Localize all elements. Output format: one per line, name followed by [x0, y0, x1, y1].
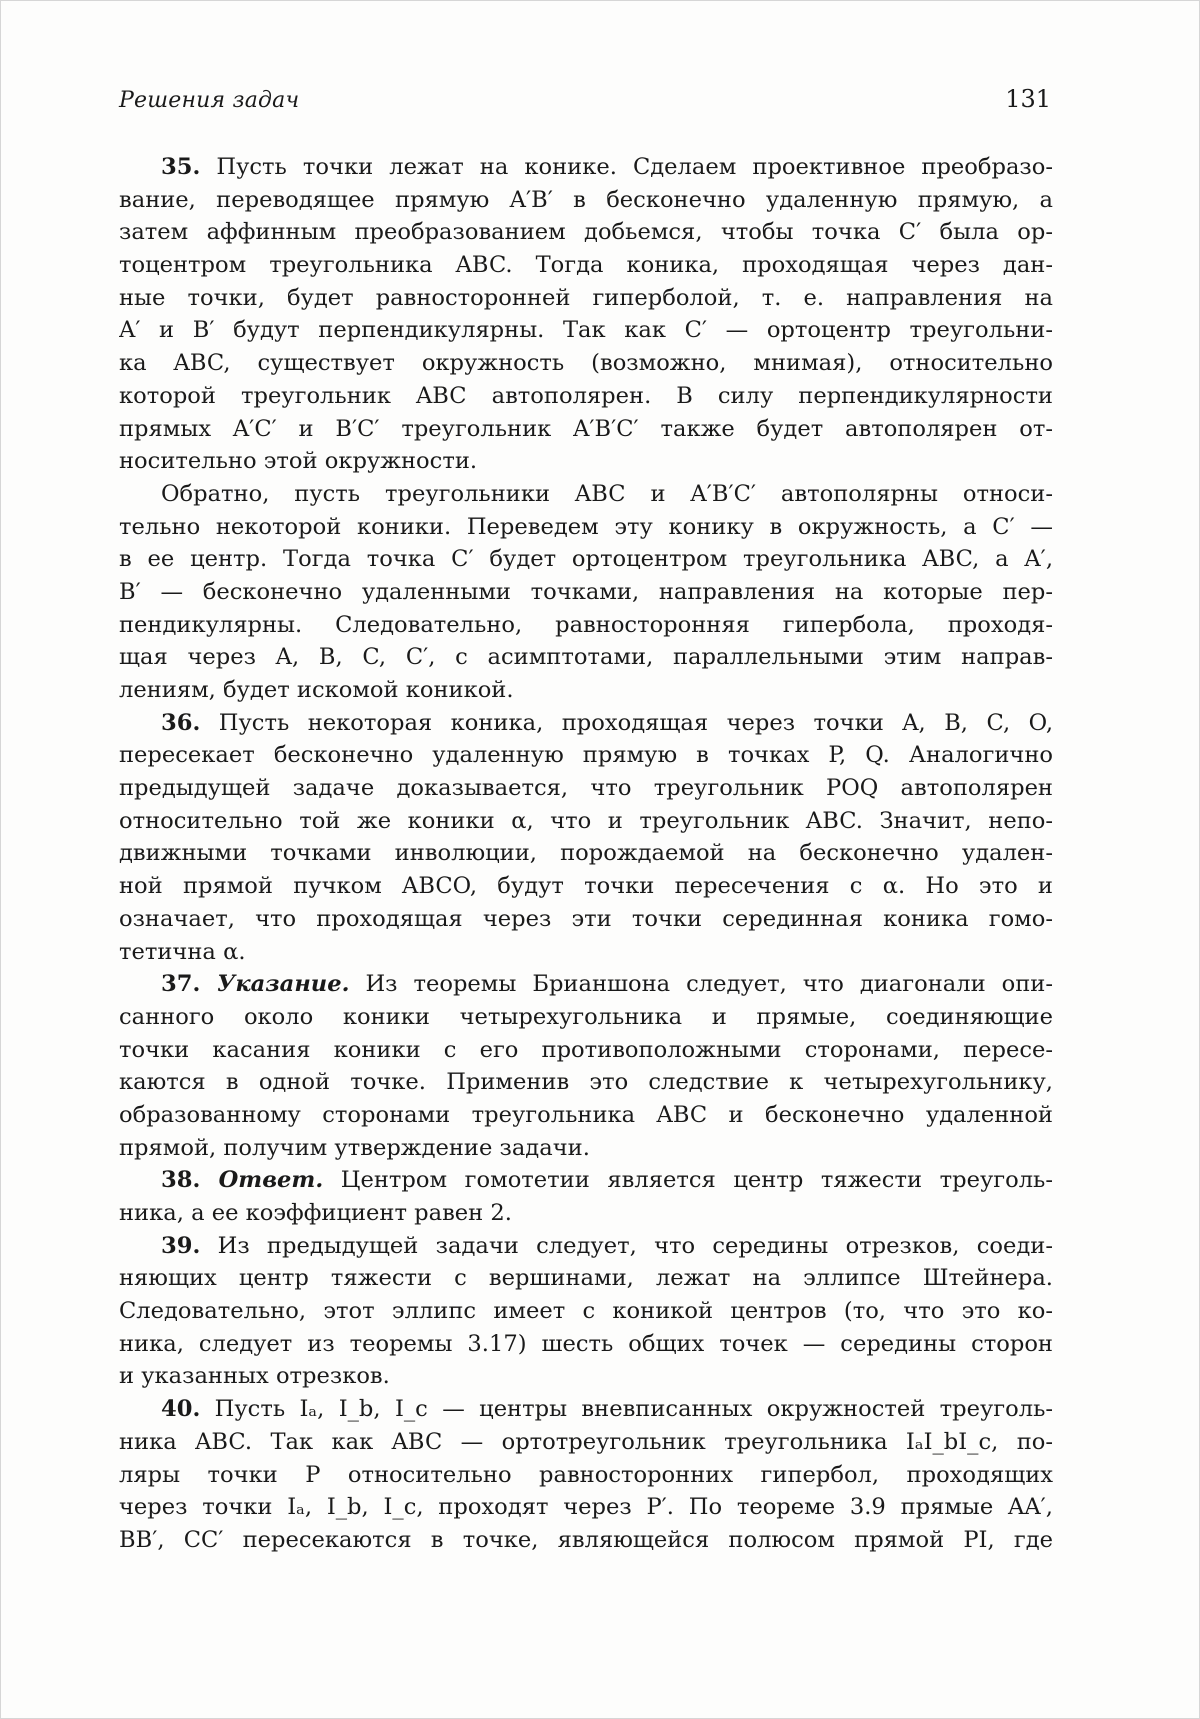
text-line — [119, 1001, 1053, 1034]
line-text: вание, переводящее прямую A′B′ в бесконечно удаленную прямую, а — [119, 186, 1053, 213]
text-line — [119, 674, 1053, 707]
line-text: пересекает бесконечно удаленную прямую в точках P, Q. Аналогично — [119, 742, 1053, 769]
line-text: Пусть точки лежат на конике. Сделаем проективное преобразо- — [200, 154, 1053, 180]
line-text: тоцентром треугольника ABC. Тогда коника, проходящая через дан- — [119, 252, 1053, 279]
text-line — [119, 1099, 1053, 1132]
text-line — [119, 413, 1053, 446]
line-text: A′ и B′ будут перпендикулярны. Так как C′ — ортоцентр треугольни- — [119, 317, 1053, 344]
body-text — [119, 151, 1053, 1557]
line-text: прямой, получим утверждение задачи. — [119, 1134, 590, 1161]
text-line — [119, 1132, 1053, 1165]
text-line — [119, 805, 1053, 838]
line-text: тельно некоторой коники. Переведем эту конику в окружность, а C′ — — [119, 513, 1053, 540]
text-line — [119, 1393, 1053, 1426]
text-line — [119, 249, 1053, 282]
text-line — [119, 478, 1053, 511]
text-line — [119, 314, 1053, 347]
line-text: пендикулярны. Следовательно, равносторонняя гипербола, проходя- — [119, 611, 1053, 638]
text-line — [119, 1066, 1053, 1099]
text-line — [119, 380, 1053, 413]
line-text: прямых A′C′ и B′C′ треугольник A′B′C′ также будет автополярен от- — [119, 415, 1053, 442]
line-text: ляры точки P относительно равносторонних гипербол, проходящих — [119, 1461, 1053, 1488]
line-text: ной прямой пучком ABCO, будут точки пересечения с α. Но это и — [119, 873, 1053, 900]
line-text: ка ABC, существует окружность (возможно, мнимая), относительно — [119, 350, 1053, 377]
problem-number: 37. — [161, 971, 201, 998]
text-line — [119, 1295, 1053, 1328]
text-line — [119, 968, 1053, 1001]
line-text: Из теоремы Брианшона следует, что диагонали опи- — [349, 971, 1053, 998]
text-line — [119, 641, 1053, 674]
answer-label: Ответ. — [200, 1167, 324, 1194]
text-line — [119, 1034, 1053, 1067]
text-line — [119, 609, 1053, 642]
line-text: B′ — бесконечно удаленными точками, направления на которые пер- — [119, 578, 1053, 605]
problem-number: 39. — [161, 1232, 201, 1259]
line-text: означает, что проходящая через эти точки серединная коника гомо- — [119, 905, 1053, 932]
line-text: Пусть Iₐ, I_b, I_c — центры вневписанных окружностей треуголь- — [200, 1396, 1053, 1423]
text-line — [119, 1459, 1053, 1492]
line-text: затем аффинным преобразованием добьемся, чтобы точка C′ была ор- — [119, 219, 1053, 246]
line-text: движными точками инволюции, порождаемой на бесконечно удален- — [119, 840, 1053, 867]
line-text: ника, следует из теоремы 3.17) шесть общих точек — середины сторон — [119, 1330, 1053, 1357]
line-text: Из предыдущей задачи следует, что середины отрезков, соеди- — [200, 1232, 1053, 1259]
text-line — [119, 1164, 1053, 1197]
line-text: носительно этой окружности. — [119, 448, 478, 475]
text-line — [119, 1426, 1053, 1459]
text-line — [119, 936, 1053, 969]
line-text: в ее центр. Тогда точка C′ будет ортоцентром треугольника ABC, а A′, — [119, 546, 1053, 573]
line-text: Обратно, пусть треугольники ABC и A′B′C′ автополярны относи- — [161, 480, 1053, 507]
text-line — [119, 576, 1053, 609]
line-text: и указанных отрезков. — [119, 1363, 390, 1390]
text-line — [119, 216, 1053, 249]
text-line — [119, 445, 1053, 478]
line-text: санного около коники четырехугольника и прямые, соединяющие — [119, 1003, 1053, 1030]
problem-number: 38. — [161, 1167, 201, 1194]
text-line — [119, 543, 1053, 576]
text-line — [119, 903, 1053, 936]
line-text: каются в одной точке. Применив это следствие к четырехугольнику, — [119, 1069, 1053, 1096]
text-line — [119, 837, 1053, 870]
line-text: ные точки, будет равносторонней гиперболой, т. е. направления на — [119, 284, 1053, 311]
text-line — [119, 151, 1053, 184]
line-text: образованному сторонами треугольника ABC и бесконечно удаленной — [119, 1101, 1053, 1128]
page-number: 131 — [1005, 85, 1051, 113]
line-text: Центром гомотетии является центр тяжести треуголь- — [323, 1167, 1053, 1194]
text-line — [119, 1328, 1053, 1361]
text-line — [119, 1491, 1053, 1524]
line-text: щая через A, B, C, C′, с асимптотами, параллельными этим направ- — [119, 644, 1053, 671]
line-text: лениям, будет искомой коникой. — [119, 677, 514, 703]
line-text: относительно той же коники α, что и треугольник ABC. Значит, непо- — [119, 807, 1053, 834]
line-text: тетична α. — [119, 938, 246, 965]
line-text: няющих центр тяжести с вершинами, лежат на эллипсе Штейнера. — [119, 1265, 1053, 1292]
problem-number: 35. — [161, 154, 201, 180]
line-text: Следовательно, этот эллипс имеет с коникой центров (то, что это ко- — [119, 1298, 1053, 1325]
line-text: BB′, CC′ пересекаются в точке, являющейся полюсом прямой PI, где — [119, 1526, 1053, 1553]
line-text: ника ABC. Так как ABC — ортотреугольник треугольника IₐI_bI_c, по- — [119, 1428, 1053, 1455]
text-line — [119, 1230, 1053, 1263]
problem-number: 40. — [161, 1396, 201, 1423]
text-line — [119, 707, 1053, 740]
line-text: которой треугольник ABC автополярен. В силу перпендикулярности — [119, 382, 1053, 409]
text-line — [119, 1360, 1053, 1393]
line-text: Пусть некоторая коника, проходящая через точки A, B, C, O, — [200, 709, 1053, 736]
text-line — [119, 347, 1053, 380]
text-line — [119, 184, 1053, 217]
running-head — [119, 85, 1051, 121]
problem-number: 36. — [161, 709, 201, 736]
running-head-title: Решения задач — [119, 88, 300, 113]
text-line — [119, 282, 1053, 315]
text-line — [119, 1524, 1053, 1557]
line-text: точки касания коники с его противоположными сторонами, пересе- — [119, 1036, 1053, 1063]
line-text: ника, а ее коэффициент равен 2. — [119, 1200, 512, 1226]
text-line — [119, 772, 1053, 805]
line-text: через точки Iₐ, I_b, I_c, проходят через P′. По теореме 3.9 прямые AA′, — [119, 1494, 1053, 1521]
answer-label: Указание. — [200, 971, 350, 998]
text-line — [119, 1262, 1053, 1295]
line-text: предыдущей задаче доказывается, что треугольник POQ автополярен — [119, 775, 1053, 802]
text-line — [119, 1197, 1053, 1230]
text-line — [119, 870, 1053, 903]
text-line — [119, 511, 1053, 544]
text-line — [119, 739, 1053, 772]
